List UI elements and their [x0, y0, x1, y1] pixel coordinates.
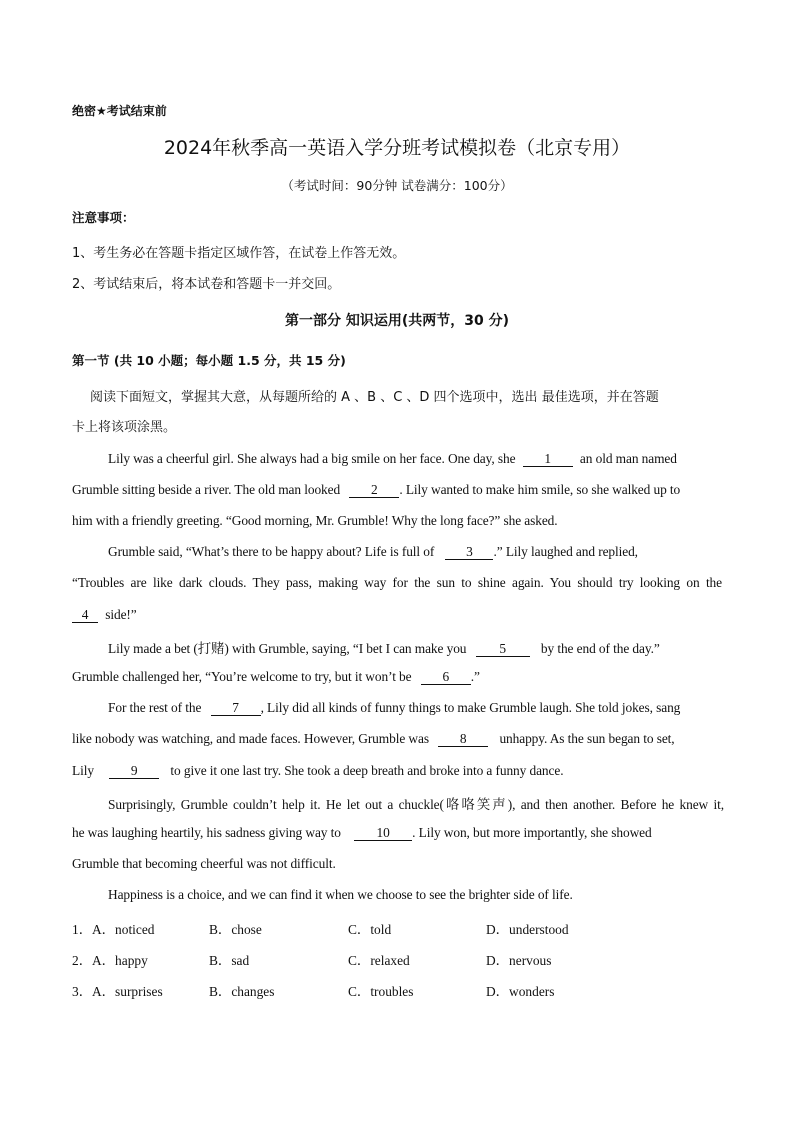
- story-text: unhappy. As the sun began to set,: [499, 731, 675, 746]
- story-text: to give it one last try. She took a deep breath and broke into a funny dance.: [170, 763, 564, 778]
- story-text: Lily made a bet (打赌) with Grumble, saying, “I bet I can make you: [108, 641, 467, 656]
- story-text: like nobody was watching, and made faces. However, Grumble was: [72, 731, 429, 746]
- story-text: Grumble said, “What’s there to be happy about? Life is full of: [108, 544, 435, 559]
- story-text: he was laughing heartily, his sadness giving way to: [72, 825, 341, 840]
- blank-7: 7: [211, 701, 261, 716]
- story-text: Lily was a cheerful girl. She always had a big smile on her face. One day, she: [108, 451, 516, 466]
- option-d: D．nervous: [486, 953, 552, 968]
- story-text: . Lily won, but more importantly, she showed: [412, 825, 652, 840]
- story-line: [72, 482, 680, 498]
- story-text: .”: [470, 669, 480, 684]
- option-d: D．wonders: [486, 984, 555, 999]
- option-b: B．changes: [209, 984, 275, 999]
- story-text: Grumble challenged her, “You’re welcome to try, but it won’t be: [72, 669, 412, 684]
- notice-item-2: 2、考试结束后，将本试卷和答题卡一并交回。: [72, 277, 341, 292]
- story-line: [108, 544, 638, 560]
- story-line: Grumble that becoming cheerful was not difficult.: [72, 856, 336, 871]
- option-c: C．relaxed: [348, 953, 410, 968]
- instruction-line-1: 阅读下面短文，掌握其大意，从每题所给的 A 、B 、C 、D 四个选项中，选出 最佳选项，并在答题: [90, 390, 659, 405]
- story-text: , Lily did all kinds of funny things to make Grumble laugh. She told jokes, sang: [260, 700, 681, 715]
- story-line: [108, 700, 680, 716]
- story-text: by the end of the day.”: [540, 641, 660, 656]
- blank-5: 5: [476, 642, 530, 657]
- option-a: A．happy: [92, 953, 148, 968]
- option-c: C．told: [348, 922, 392, 937]
- question-number: 3．: [72, 984, 93, 999]
- blank-10: 10: [354, 826, 412, 841]
- story-line: [72, 669, 480, 685]
- blank-2: 2: [349, 483, 399, 498]
- option-a: A．surprises: [92, 984, 163, 999]
- section-title: 第一节 (共 10 小题；每小题 1.5 分，共 15 分): [72, 353, 346, 368]
- story-line: [108, 451, 677, 467]
- story-line: [72, 731, 675, 747]
- story-text: an old man named: [579, 451, 677, 466]
- question-number: 2．: [72, 953, 93, 968]
- instruction-line-2: 卡上将该项涂黑。: [72, 420, 177, 435]
- notice-item-1: 1、考生务必在答题卡指定区域作答，在试卷上作答无效。: [72, 246, 406, 261]
- story-line: Surprisingly, Grumble couldn’t help it. He let out a chuckle(咯咯笑声), and then another. Before he knew it,: [108, 797, 724, 812]
- story-line: [72, 763, 563, 779]
- story-text: . Lily wanted to make him smile, so she walked up to: [399, 482, 681, 497]
- option-a: A．noticed: [92, 922, 155, 937]
- option-d: D．understood: [486, 922, 569, 937]
- option-b: B．sad: [209, 953, 250, 968]
- part-title: 第一部分 知识运用(共两节，30 分): [284, 313, 510, 329]
- story-line: [72, 607, 137, 623]
- blank-1: 1: [523, 452, 573, 467]
- story-text: .” Lily laughed and replied,: [493, 544, 638, 559]
- blank-3: 3: [445, 545, 493, 560]
- story-text: Grumble sitting beside a river. The old man looked: [72, 482, 341, 497]
- blank-9: 9: [109, 764, 159, 779]
- exam-subtitle: （考试时间：90分钟 试卷满分：100分）: [281, 178, 513, 193]
- blank-6: 6: [421, 670, 471, 685]
- story-text: Lily: [72, 763, 94, 778]
- story-text: For the rest of the: [108, 700, 202, 715]
- blank-4: 4: [72, 608, 98, 623]
- story-text: side!”: [105, 607, 137, 622]
- exam-title: 2024年秋季高一英语入学分班考试模拟卷（北京专用）: [163, 137, 631, 159]
- story-line: Happiness is a choice, and we can find it when we choose to see the brighter side of life.: [108, 887, 573, 902]
- story-line: [108, 638, 660, 657]
- story-line: [72, 825, 652, 841]
- story-line: him with a friendly greeting. “Good morning, Mr. Grumble! Why the long face?” she asked.: [72, 513, 558, 528]
- option-b: B．chose: [209, 922, 262, 937]
- option-c: C．troubles: [348, 984, 414, 999]
- blank-8: 8: [438, 732, 488, 747]
- secret-label: 绝密★考试结束前: [72, 104, 167, 118]
- question-number: 1．: [72, 922, 93, 937]
- notice-heading: 注意事项：: [72, 210, 135, 225]
- story-line: “Troubles are like dark clouds. They pass, making way for the sun to shine again. You should try looking on the: [72, 575, 722, 590]
